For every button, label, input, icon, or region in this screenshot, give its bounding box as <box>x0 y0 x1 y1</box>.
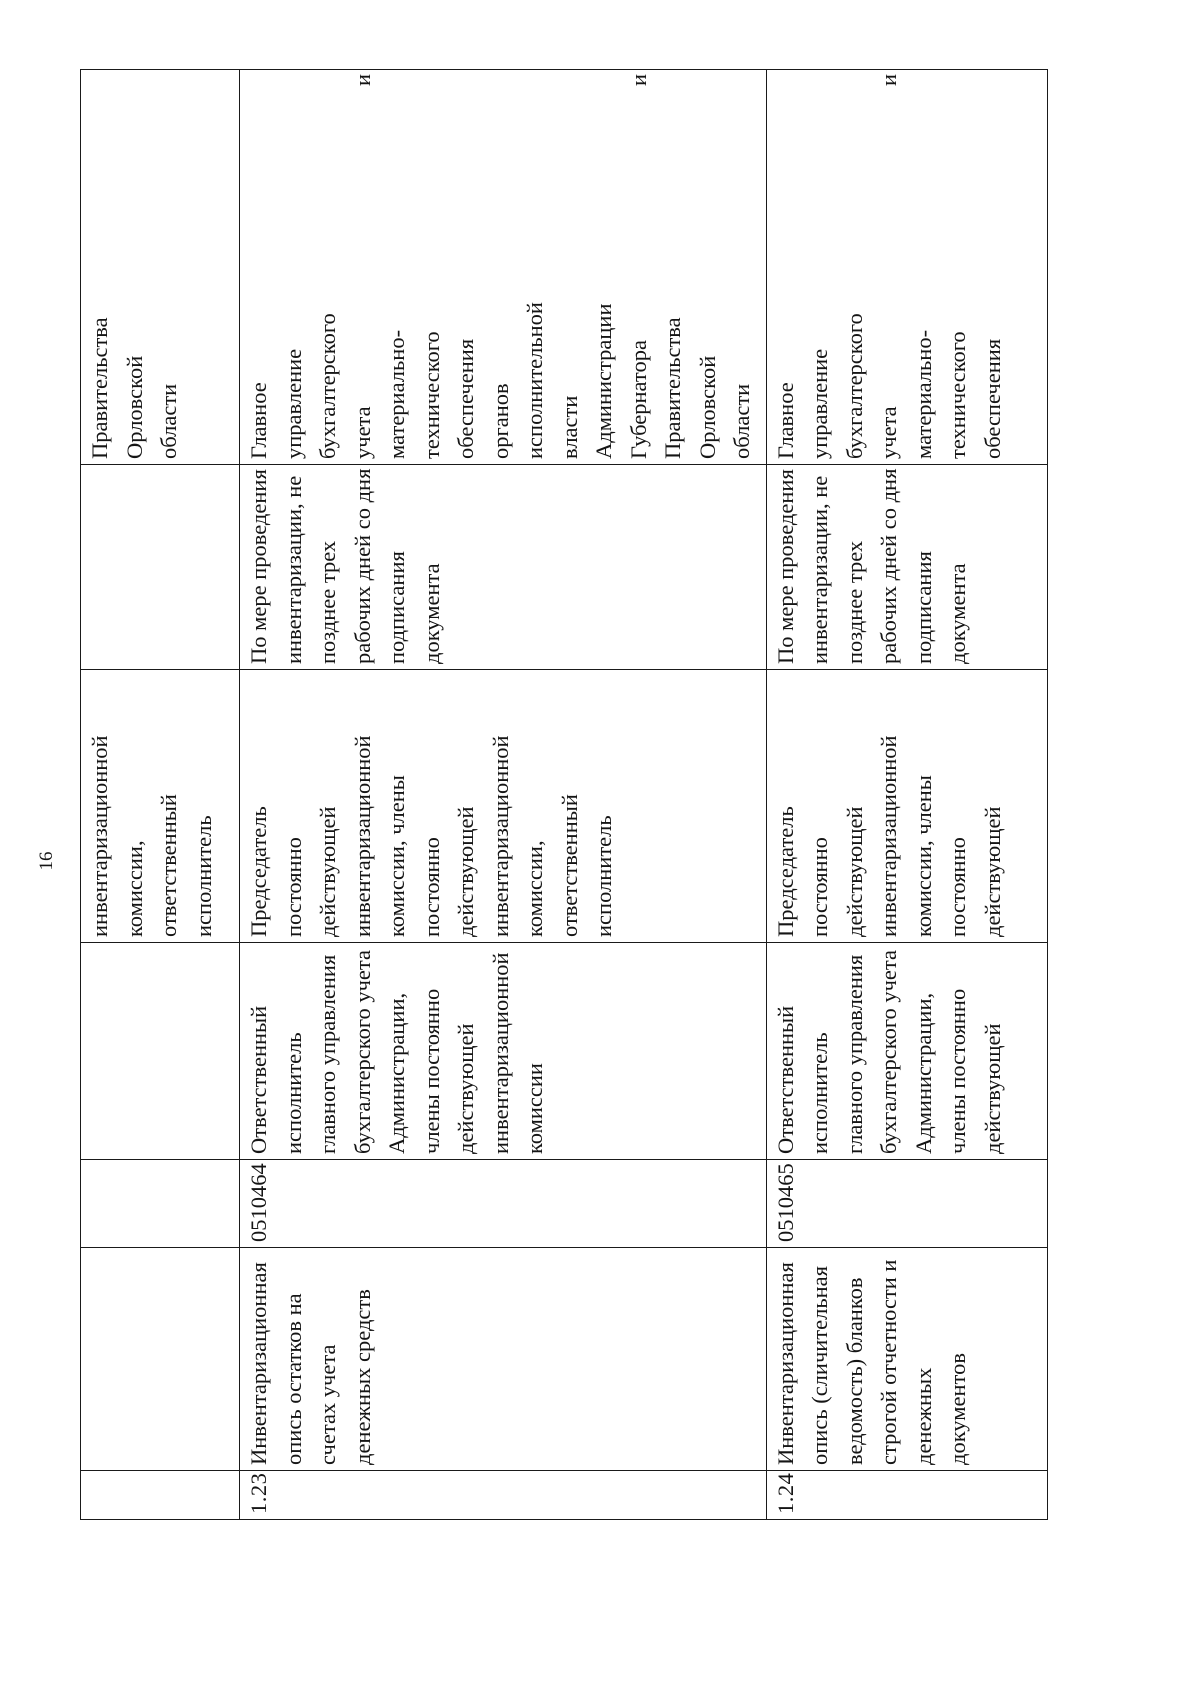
cell-line: Главное <box>246 382 271 459</box>
cell-line: комиссии, <box>522 840 547 937</box>
cell-line: органов <box>487 383 513 459</box>
cell-line: рабочих дней со дня <box>349 468 375 664</box>
table-row-1-23 <box>240 70 767 1520</box>
cell-line: Инвентаризационная <box>772 1262 798 1465</box>
cell-form-code <box>81 1160 240 1248</box>
cell-line: учета и <box>876 74 901 459</box>
cell-signatories <box>240 670 767 943</box>
cell-line: бухгалтерского <box>315 313 340 459</box>
cell-line: строгой отчетности и <box>876 1259 901 1465</box>
cell-line: Инвентаризационная <box>246 1262 271 1465</box>
cell-line: инвентаризационной <box>87 735 112 937</box>
cell-recipient <box>240 70 767 465</box>
cell-line: управление <box>280 348 306 459</box>
cell-line: действующей <box>453 1023 478 1154</box>
cell-form-name <box>240 1248 767 1471</box>
cell-line: действующей <box>979 806 1005 937</box>
cell-line: Администрации <box>591 303 616 459</box>
cell-deadline <box>766 465 1047 670</box>
cell-form-name <box>766 1248 1047 1471</box>
cell-line: комиссии <box>522 1063 547 1154</box>
cell-line: главного управления <box>841 954 867 1154</box>
cell-line: инвентаризационной <box>487 952 513 1154</box>
cell-deadline <box>240 465 767 670</box>
cell-line: Ответственный <box>246 1005 271 1154</box>
cell-form-code: 0510464 <box>240 1160 767 1248</box>
cell-line: власти <box>556 395 582 459</box>
cell-line: документа <box>945 563 970 664</box>
cell-form-code: 0510465 <box>766 1160 1047 1248</box>
row-number: 1.23 <box>240 1471 767 1520</box>
cell-line: обеспечения <box>979 338 1005 459</box>
cell-line: По мере проведения <box>772 469 798 664</box>
cell-line: области <box>156 383 181 459</box>
cell-line: рабочих дней со дня <box>876 468 901 664</box>
cell-line: счетах учета <box>315 1344 340 1465</box>
cell-line: опись остатков на <box>280 1293 306 1465</box>
cell-line: технического <box>418 331 444 459</box>
cell-line: постоянно <box>280 837 306 937</box>
cell-line: исполнитель <box>280 1032 306 1154</box>
cell-line: Орловской <box>121 355 147 459</box>
cell-line: опись (сличительная <box>807 1266 832 1465</box>
cell-line: исполнительной <box>522 302 547 459</box>
cell-line: инвентаризационной <box>487 735 513 937</box>
cell-line: подписания <box>384 551 409 664</box>
cell-line: бухгалтерского учета <box>349 949 375 1154</box>
cell-line: позднее трех <box>315 540 340 664</box>
cell-form-name <box>81 1248 240 1471</box>
cell-line: Председатель <box>246 806 271 937</box>
cell-line: учета и <box>349 74 375 459</box>
cell-line: ведомость) бланков <box>841 1277 867 1465</box>
cell-executor <box>766 943 1047 1160</box>
cell-line: постоянно <box>418 837 444 937</box>
cell-line: комиссии, члены <box>910 775 936 937</box>
cell-line: бухгалтерского <box>841 313 867 459</box>
cell-line: Губернатора и <box>625 74 651 459</box>
cell-line: действующей <box>453 806 478 937</box>
cell-line: обеспечения <box>453 338 478 459</box>
cell-executor <box>240 943 767 1160</box>
cell-deadline <box>81 465 240 670</box>
cell-num <box>81 1471 240 1520</box>
cell-line: инвентаризации, не <box>280 475 306 664</box>
row-number: 1.24 <box>766 1471 1047 1520</box>
cell-line: области <box>729 383 754 459</box>
cell-signatories <box>766 670 1047 943</box>
cell-line: денежных <box>910 1367 936 1465</box>
table-row-continuation <box>81 70 240 1520</box>
cell-line: постоянно <box>945 837 970 937</box>
cell-line: Администрации, <box>910 992 936 1154</box>
cell-line: исполнитель <box>591 815 616 937</box>
cell-line: действующей <box>979 1023 1005 1154</box>
cell-line: инвентаризационной <box>876 735 901 937</box>
cell-recipient <box>81 70 240 465</box>
cell-line: комиссии, члены <box>384 775 409 937</box>
cell-line: документа <box>418 563 444 664</box>
cell-line: исполнитель <box>190 815 216 937</box>
cell-line: постоянно <box>807 837 832 937</box>
cell-executor <box>81 943 240 1160</box>
cell-line: материально- <box>910 329 936 459</box>
table-row-1-24 <box>766 70 1047 1520</box>
cell-line: инвентаризации, не <box>807 475 832 664</box>
cell-recipient <box>766 70 1047 465</box>
page-number: 16 <box>36 851 57 871</box>
cell-line: Главное <box>772 382 798 459</box>
forms-table <box>80 69 1048 1520</box>
cell-line: Председатель <box>772 806 798 937</box>
cell-line: члены постоянно <box>945 988 970 1154</box>
cell-line: подписания <box>910 551 936 664</box>
cell-line: денежных средств <box>349 1289 375 1465</box>
cell-line: инвентаризационной <box>349 735 375 937</box>
cell-line: Правительства <box>660 317 685 459</box>
cell-signatories <box>81 670 240 943</box>
cell-line: бухгалтерского учета <box>876 949 901 1154</box>
cell-line: действующей <box>841 806 867 937</box>
cell-line: технического <box>945 331 970 459</box>
cell-line: Ответственный <box>772 1005 798 1154</box>
cell-line: Орловской <box>694 355 720 459</box>
cell-line: По мере проведения <box>246 469 271 664</box>
cell-line: позднее трех <box>841 540 867 664</box>
cell-line: ответственный <box>556 794 582 937</box>
cell-line: действующей <box>315 806 340 937</box>
cell-line: документов <box>945 1353 970 1465</box>
cell-line: Правительства <box>87 317 112 459</box>
cell-line: Администрации, <box>384 992 409 1154</box>
cell-line: комиссии, <box>121 840 147 937</box>
cell-line: материально- <box>384 329 409 459</box>
cell-line: члены постоянно <box>418 988 444 1154</box>
cell-line: главного управления <box>315 954 340 1154</box>
cell-line: управление <box>807 348 832 459</box>
cell-line: исполнитель <box>807 1032 832 1154</box>
cell-line: ответственный <box>156 794 181 937</box>
